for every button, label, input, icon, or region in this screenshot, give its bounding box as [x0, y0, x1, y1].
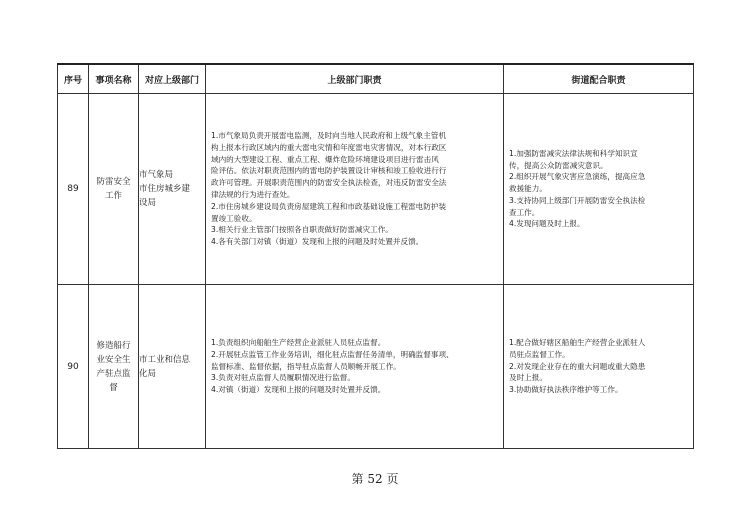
- item-name-cell: [89, 94, 139, 285]
- coop-line: 2.组织开展气象灾害应急演练，提高应急: [509, 172, 646, 182]
- header-item-name: 事项名称: [89, 64, 139, 94]
- table-row: [58, 285, 694, 449]
- duty-line: 1.市气象局负责开展雷电监测，及时向当地人民政府和上级气象主管机: [211, 131, 447, 141]
- duty-line: 4.对镇（街道）发现和上报的问题及时处置并反馈。: [211, 385, 386, 395]
- item-name-line: 产驻点监: [96, 368, 131, 379]
- table-header-row: [58, 64, 694, 94]
- dept-cell: [139, 285, 206, 449]
- coop-line: 4.发现问题及时上报。: [509, 219, 585, 229]
- duty-line: 政许可管理。开展职责范围内的防雷安全执法检查，对违反防雷安全法: [211, 178, 447, 188]
- coop-line: 查工作。: [509, 207, 540, 217]
- row-number: 90: [58, 285, 89, 449]
- dept-line: 市气象局: [139, 170, 174, 180]
- coop-line: 传，提高公众防雷减灾意识。: [509, 160, 608, 170]
- item-name-line: 督: [109, 382, 118, 393]
- duty-line: 律法规的行为进行查处。: [211, 190, 295, 199]
- item-name-line: 工作: [104, 191, 122, 201]
- duty-line: 监督标准、监督依据，指导驻点监督人员顺畅开展工作。: [211, 361, 401, 371]
- duty-line: 险评估。依法对职责范围内的雷电防护装置设计审核和竣工验收进行行: [211, 166, 447, 176]
- coop-line: 1.配合做好辖区船舶生产经营企业派驻人: [509, 338, 646, 347]
- duty-line: 4.各有关部门对镇（街道）发现和上报的问题及时处置并反馈。: [211, 237, 424, 247]
- header-superior-dept: 对应上级部门: [139, 64, 206, 94]
- header-street-duties: 街道配合职责: [504, 64, 694, 94]
- dept-line: 市工业和信息: [139, 354, 191, 365]
- superior-duty-cell: [206, 285, 504, 449]
- dept-line: 化局: [139, 368, 157, 379]
- item-name-line: 防雷安全: [96, 177, 131, 187]
- responsibility-table: [57, 63, 694, 449]
- street-duty-cell: [504, 94, 694, 285]
- coop-line: 1.加强防雷减灾法律法规和科学知识宣: [509, 148, 638, 158]
- duty-line: 1.负责组织向船舶生产经营企业派驻人员驻点监督。: [211, 338, 386, 347]
- table-row: [58, 94, 694, 285]
- duty-line: 置竣工验收。: [211, 213, 257, 223]
- duty-line: 2.市住房城乡建设局负责房屋建筑工程和市政基础设施工程雷电防护装: [211, 201, 447, 211]
- dept-line: 设局: [139, 198, 157, 208]
- superior-duty-cell: [206, 94, 504, 285]
- coop-line: 3.协助做好执法秩序维护等工作。: [509, 385, 623, 395]
- item-name-cell: [89, 285, 139, 449]
- duty-line: 3.相关行业主管部门按照各自职责做好防雷减灾工作。: [211, 225, 393, 235]
- street-duty-cell: [504, 285, 694, 449]
- dept-cell: [139, 94, 206, 285]
- header-superior-duties: 上级部门职责: [206, 64, 504, 94]
- item-name-line: 业安全生: [96, 354, 131, 365]
- coop-line: 2.对发现企业存在的重大问题或重大隐患: [509, 361, 646, 371]
- coop-line: 及时上报。: [509, 373, 547, 383]
- page-number: 第 52 页: [351, 472, 399, 486]
- row-number: 89: [58, 94, 89, 285]
- dept-line: 市住房城乡建: [139, 184, 191, 194]
- header-no: 序号: [58, 64, 89, 94]
- duty-line: 域内的大型建设工程、重点工程、爆炸危险环境建设项目进行雷击风: [211, 154, 439, 164]
- duty-line: 构上报本行政区域内的重大雷电灾情和年度雷电灾害情况，对本行政区: [211, 142, 447, 152]
- coop-line: 员驻点监督工作。: [509, 349, 570, 359]
- item-name-line: 修造船行: [96, 340, 131, 351]
- coop-line: 3.支持协同上级部门开展防雷安全执法检: [509, 195, 646, 205]
- duty-line: 3.负责对驻点监督人员履职情况进行监督。: [211, 373, 355, 383]
- duty-line: 2.开展驻点监管工作业务培训，细化驻点监督任务清单，明确监督事项、: [211, 349, 454, 359]
- coop-line: 救援能力。: [509, 184, 547, 194]
